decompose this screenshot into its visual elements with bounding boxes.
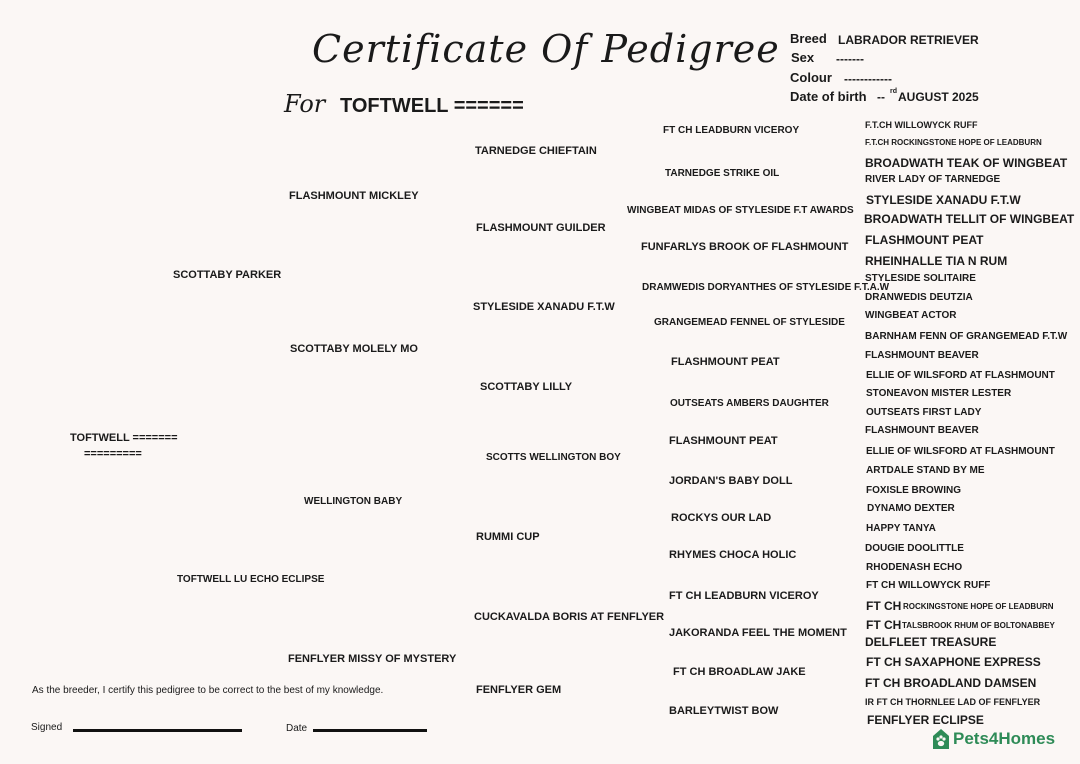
- gen5-ancestor: FLASHMOUNT BEAVER: [865, 425, 979, 436]
- gen5-ancestor: FLASHMOUNT PEAT: [865, 233, 984, 247]
- dob-label: Date of birth: [790, 89, 867, 104]
- for-label: For: [284, 90, 326, 118]
- dog-name: TOFTWELL ======: [340, 95, 524, 117]
- gen5-ancestor: ELLIE OF WILSFORD AT FLASHMOUNT: [866, 446, 1055, 457]
- gen5-ancestor: RHODENASH ECHO: [866, 562, 963, 573]
- breed-value: LABRADOR RETRIEVER: [838, 33, 979, 47]
- gen5-ancestor: IR FT CH THORNLEE LAD OF FENFLYER: [865, 697, 1041, 707]
- certificate-title: Certificate Of Pedigree: [312, 27, 780, 71]
- gen5-ancestor: OUTSEATS FIRST LADY: [866, 407, 982, 418]
- gen4-ancestor: DRAMWEDIS DORYANTHES OF STYLESIDE F.T.A.W: [642, 282, 890, 293]
- gen2-ancestor: SCOTTABY MOLELY MO: [290, 343, 418, 355]
- subject-name-line1: TOFTWELL =======: [70, 432, 178, 444]
- gen4-ancestor: TARNEDGE STRIKE OIL: [665, 168, 780, 179]
- subject-name-line2: =========: [84, 448, 142, 460]
- gen4-ancestor: ROCKYS OUR LAD: [671, 512, 772, 524]
- gen3-ancestor: CUCKAVALDA BORIS AT FENFLYER: [474, 611, 665, 623]
- gen3-ancestor: STYLESIDE XANADU F.T.W: [473, 301, 615, 313]
- gen3-ancestor: SCOTTABY LILLY: [480, 381, 573, 393]
- gen4-ancestor: JORDAN'S BABY DOLL: [669, 475, 793, 487]
- gen4-ancestor: OUTSEATS AMBERS DAUGHTER: [670, 398, 829, 409]
- gen4-ancestor: BARLEYTWIST BOW: [669, 705, 779, 717]
- sex-label: Sex: [791, 50, 815, 65]
- gen5-ancestor: STYLESIDE SOLITAIRE: [865, 273, 976, 284]
- gen4-ancestor: RHYMES CHOCA HOLIC: [669, 549, 797, 561]
- gen5-ancestor: FT CH BROADLAND DAMSEN: [865, 676, 1037, 690]
- gen5-ancestor: STONEAVON MISTER LESTER: [866, 388, 1012, 399]
- gen3-ancestor: FENFLYER GEM: [476, 684, 562, 696]
- gen4-ancestor: FT CH BROADLAW JAKE: [673, 666, 806, 678]
- signature-line[interactable]: [73, 729, 242, 732]
- gen5-ancestor: FOXISLE BROWING: [866, 485, 961, 496]
- gen4-ancestor: FT CH LEADBURN VICEROY: [663, 125, 800, 136]
- gen5-ancestor-prefix: FT CH: [866, 618, 902, 632]
- pets4homes-logo: [932, 728, 1055, 750]
- gen5-ancestor: RHEINHALLE TIA N RUM: [865, 254, 1008, 268]
- gen5-ancestor: FENFLYER ECLIPSE: [867, 713, 984, 727]
- signed-label: Signed: [31, 722, 63, 733]
- gen5-ancestor: ARTDALE STAND BY ME: [866, 465, 985, 476]
- house-paw-icon: [932, 728, 950, 750]
- gen3-ancestor: RUMMI CUP: [476, 531, 540, 543]
- gen5-ancestor: HAPPY TANYA: [866, 523, 936, 534]
- gen5-ancestor: BROADWATH TEAK OF WINGBEAT: [865, 156, 1068, 170]
- gen5-ancestor: STYLESIDE XANADU F.T.W: [866, 193, 1021, 207]
- gen4-ancestor: FT CH LEADBURN VICEROY: [669, 590, 819, 602]
- gen5-ancestor: WINGBEAT ACTOR: [865, 310, 957, 321]
- dob-dash: --: [877, 90, 885, 104]
- gen2-ancestor: FENFLYER MISSY OF MYSTERY: [288, 653, 457, 665]
- sex-value: -------: [836, 52, 864, 66]
- gen4-ancestor: JAKORANDA FEEL THE MOMENT: [669, 627, 847, 639]
- gen5-ancestor: DOUGIE DOOLITTLE: [865, 543, 964, 554]
- dob-value: AUGUST 2025: [898, 90, 979, 104]
- gen4-ancestor: FLASHMOUNT PEAT: [671, 356, 780, 368]
- gen5-ancestor: F.T.CH WILLOWYCK RUFF: [865, 120, 978, 130]
- colour-value: ------------: [844, 72, 892, 86]
- date-line[interactable]: [313, 729, 427, 732]
- gen5-ancestor: TALSBROOK RHUM OF BOLTONABBEY: [902, 621, 1055, 630]
- gen5-ancestor: FT CH WILLOWYCK RUFF: [866, 580, 991, 591]
- gen2-ancestor: WELLINGTON BABY: [304, 496, 403, 507]
- gen2-ancestor: FLASHMOUNT MICKLEY: [289, 190, 419, 202]
- gen5-ancestor: ELLIE OF WILSFORD AT FLASHMOUNT: [866, 370, 1055, 381]
- certify-statement: As the breeder, I certify this pedigree to be correct to the best of my knowledge.: [32, 685, 384, 696]
- gen4-ancestor: GRANGEMEAD FENNEL OF STYLESIDE: [654, 317, 845, 328]
- gen5-ancestor: BROADWATH TELLIT OF WINGBEAT: [864, 212, 1075, 226]
- gen4-ancestor: WINGBEAT MIDAS OF STYLESIDE F.T AWARDS: [627, 205, 854, 216]
- gen5-ancestor: FLASHMOUNT BEAVER: [865, 350, 979, 361]
- gen4-ancestor: FLASHMOUNT PEAT: [669, 435, 778, 447]
- colour-label: Colour: [790, 70, 832, 85]
- gen5-ancestor: DRANWEDIS DEUTZIA: [865, 292, 973, 303]
- date-label: Date: [286, 723, 308, 734]
- gen1-dam: TOFTWELL LU ECHO ECLIPSE: [177, 574, 325, 585]
- gen5-ancestor: RIVER LADY OF TARNEDGE: [865, 174, 1001, 185]
- gen5-ancestor-prefix: FT CH: [866, 599, 902, 613]
- gen5-ancestor: FT CH SAXAPHONE EXPRESS: [866, 655, 1041, 669]
- gen5-ancestor: F.T.CH ROCKINGSTONE HOPE OF LEADBURN: [865, 138, 1042, 147]
- gen5-ancestor: BARNHAM FENN OF GRANGEMEAD F.T.W: [865, 331, 1068, 342]
- breed-label: Breed: [790, 31, 827, 46]
- gen5-ancestor: DELFLEET TREASURE: [865, 635, 997, 649]
- gen3-ancestor: SCOTTS WELLINGTON BOY: [486, 452, 621, 463]
- gen3-ancestor: FLASHMOUNT GUILDER: [476, 222, 606, 234]
- gen1-sire: SCOTTABY PARKER: [173, 269, 282, 281]
- gen5-ancestor: ROCKINGSTONE HOPE OF LEADBURN: [903, 602, 1054, 611]
- dob-suffix: rd: [890, 88, 897, 95]
- gen3-ancestor: TARNEDGE CHIEFTAIN: [475, 145, 597, 157]
- brand-name: Pets4Homes: [953, 729, 1056, 748]
- gen4-ancestor: FUNFARLYS BROOK OF FLASHMOUNT: [641, 241, 849, 253]
- gen5-ancestor: DYNAMO DEXTER: [867, 503, 955, 514]
